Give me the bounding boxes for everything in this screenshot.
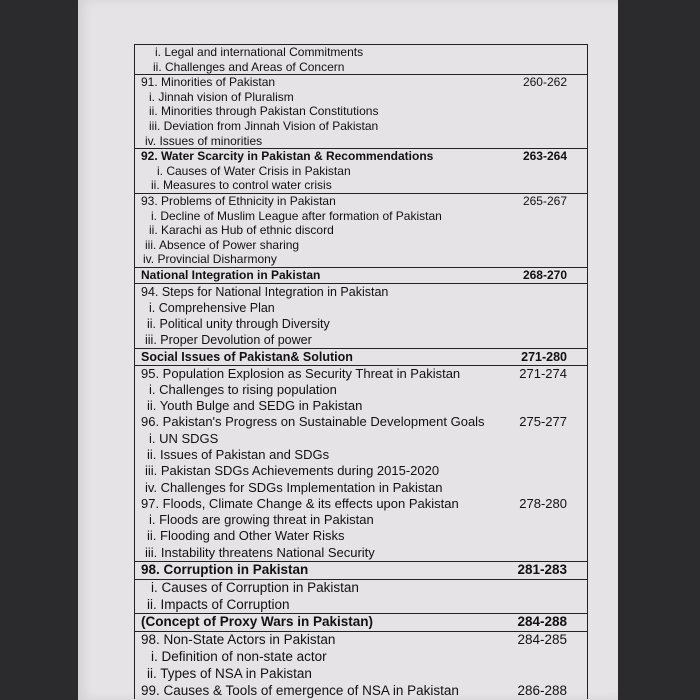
toc-subentry <box>135 45 587 60</box>
toc-entry-title: 97. Floods, Climate Change & its effects upon Pakistan <box>141 495 459 511</box>
toc-entry-title: ii. Political unity through Diversity <box>147 316 330 331</box>
toc-section <box>135 44 587 74</box>
toc-section <box>135 561 587 579</box>
toc-entry <box>135 614 587 631</box>
toc-entry <box>135 149 587 164</box>
toc-section <box>135 267 587 283</box>
toc-entry-title: iv. Provincial Disharmony <box>143 252 277 267</box>
toc-entry <box>135 683 587 700</box>
toc-page-range: 278-280 <box>519 495 567 511</box>
toc-entry-title: 99. Causes & Tools of emergence of NSA in Pakistan <box>141 682 459 698</box>
toc-entry-title: i. Causes of Corruption in Pakistan <box>151 579 359 595</box>
toc-entry-title: ii. Impacts of Corruption <box>147 596 290 612</box>
toc-subentry <box>135 252 587 267</box>
toc-entry-title: ii. Issues of Pakistan and SDGs <box>147 446 330 462</box>
toc-entry <box>135 414 587 430</box>
toc-subentry <box>135 104 587 119</box>
toc-entry-title: 98. Corruption in Pakistan <box>141 562 309 578</box>
toc-entry-title: iv. Challenges for SDGs Implementation in Pakistan <box>145 479 443 495</box>
toc-section <box>135 613 587 631</box>
toc-subentry <box>135 528 587 544</box>
toc-page-range: 281-283 <box>517 562 567 578</box>
toc-entry-title: iii. Absence of Power sharing <box>145 237 300 252</box>
toc-subentry <box>135 209 587 224</box>
toc-page-range: 260-262 <box>522 75 567 90</box>
toc-entry-title: 96. Pakistan's Progress on Sustainable Development Goals <box>141 414 485 430</box>
toc-subentry <box>135 300 587 316</box>
toc-entry-title: 98. Non-State Actors in Pakistan <box>141 632 336 648</box>
toc-entry <box>135 562 587 579</box>
toc-subentry <box>135 480 587 496</box>
toc-subentry <box>135 90 587 105</box>
toc-entry-title: ii. Measures to control water crisis <box>151 178 332 193</box>
toc-entry-title: iii. Proper Devolution of power <box>145 332 312 347</box>
toc-entry-title: iii. Pakistan SDGs Achievements during 2015-2020 <box>145 463 440 479</box>
toc-entry-title: iv. Issues of minorities <box>145 133 263 148</box>
toc-page-range: 265-267 <box>522 193 567 208</box>
toc-entry <box>135 75 587 90</box>
toc-entry-title: 95. Population Explosion as Security Threat in Pakistan <box>141 365 461 381</box>
toc-subentry <box>135 178 587 193</box>
toc-subentry <box>135 512 587 528</box>
toc-section <box>135 148 587 193</box>
toc-page-range: 275-277 <box>519 414 567 430</box>
toc-subentry <box>135 164 587 179</box>
toc-page-range: 268-270 <box>522 267 567 282</box>
toc-entry <box>135 366 587 382</box>
toc-entry-title: i. Causes of Water Crisis in Pakistan <box>157 163 351 178</box>
toc-entry-title: i. Floods are growing threat in Pakistan <box>149 512 374 528</box>
toc-subentry <box>135 316 587 332</box>
toc-entry-title: ii. Flooding and Other Water Risks <box>147 528 345 544</box>
toc-entry-title: 92. Water Scarcity in Pakistan & Recommendations <box>141 149 434 164</box>
toc-entry-title: ii. Challenges and Areas of Concern <box>153 59 345 74</box>
toc-subentry <box>135 60 587 75</box>
toc-page-range: 284-288 <box>517 614 567 630</box>
toc-subentry <box>135 431 587 447</box>
toc-subentry <box>135 463 587 479</box>
toc-page-range: 271-274 <box>519 365 567 381</box>
toc-page-range: 271-280 <box>521 349 567 364</box>
toc-subentry <box>135 134 587 149</box>
toc-subentry <box>135 597 587 614</box>
toc-entry-title: i. Comprehensive Plan <box>149 300 275 315</box>
toc-entry-title: iii. Deviation from Jinnah Vision of Pakistan <box>149 118 379 133</box>
toc-subentry <box>135 223 587 238</box>
toc-page-range: 263-264 <box>522 149 567 164</box>
toc-section <box>135 74 587 148</box>
toc-entry-title: ii. Types of NSA in Pakistan <box>147 665 312 681</box>
toc-subentry <box>135 447 587 463</box>
toc-entry-title: 94. Steps for National Integration in Pakistan <box>141 284 389 299</box>
toc-entry-title: i. Definition of non-state actor <box>151 649 327 665</box>
toc-subentry <box>135 649 587 666</box>
table-of-contents <box>134 44 588 699</box>
toc-entry-title: National Integration in Pakistan <box>141 267 321 282</box>
toc-section <box>135 193 587 267</box>
toc-subentry <box>135 666 587 683</box>
toc-subentry <box>135 580 587 597</box>
toc-subentry <box>135 332 587 348</box>
toc-entry-title: 93. Problems of Ethnicity in Pakistan <box>141 193 336 208</box>
toc-entry-title: (Concept of Proxy Wars in Pakistan) <box>141 614 374 630</box>
toc-entry <box>135 194 587 209</box>
toc-entry <box>135 349 587 365</box>
toc-entry-title: ii. Karachi as Hub of ethnic discord <box>149 223 334 238</box>
toc-subentry <box>135 382 587 398</box>
toc-entry-title: i. Challenges to rising population <box>149 381 337 397</box>
toc-subentry <box>135 284 587 300</box>
toc-entry-title: i. Decline of Muslim League after formation of Pakistan <box>151 208 442 223</box>
toc-entry-title: ii. Minorities through Pakistan Constitutions <box>149 104 379 119</box>
toc-section <box>135 348 587 365</box>
toc-entry-title: Social Issues of Pakistan& Solution <box>141 349 353 364</box>
toc-subentry <box>135 545 587 561</box>
toc-subentry <box>135 238 587 253</box>
toc-entry-title: i. UN SDGS <box>149 430 219 446</box>
toc-page-range: 286-288 <box>517 682 567 698</box>
toc-entry-title: i. Jinnah vision of Pluralism <box>149 89 294 104</box>
toc-entry <box>135 632 587 649</box>
toc-entry-title: i. Legal and international Commitments <box>155 45 364 59</box>
toc-section <box>135 365 587 562</box>
toc-section <box>135 283 587 348</box>
toc-section <box>135 631 587 699</box>
toc-entry-title: iii. Instability threatens National Security <box>145 544 375 560</box>
toc-entry <box>135 268 587 283</box>
toc-entry-title: 91. Minorities of Pakistan <box>141 75 276 90</box>
toc-entry <box>135 496 587 512</box>
toc-subentry <box>135 119 587 134</box>
toc-section <box>135 579 587 614</box>
toc-entry-title: ii. Youth Bulge and SEDG in Pakistan <box>147 398 363 414</box>
toc-page-range: 284-285 <box>517 632 567 648</box>
toc-subentry <box>135 398 587 414</box>
